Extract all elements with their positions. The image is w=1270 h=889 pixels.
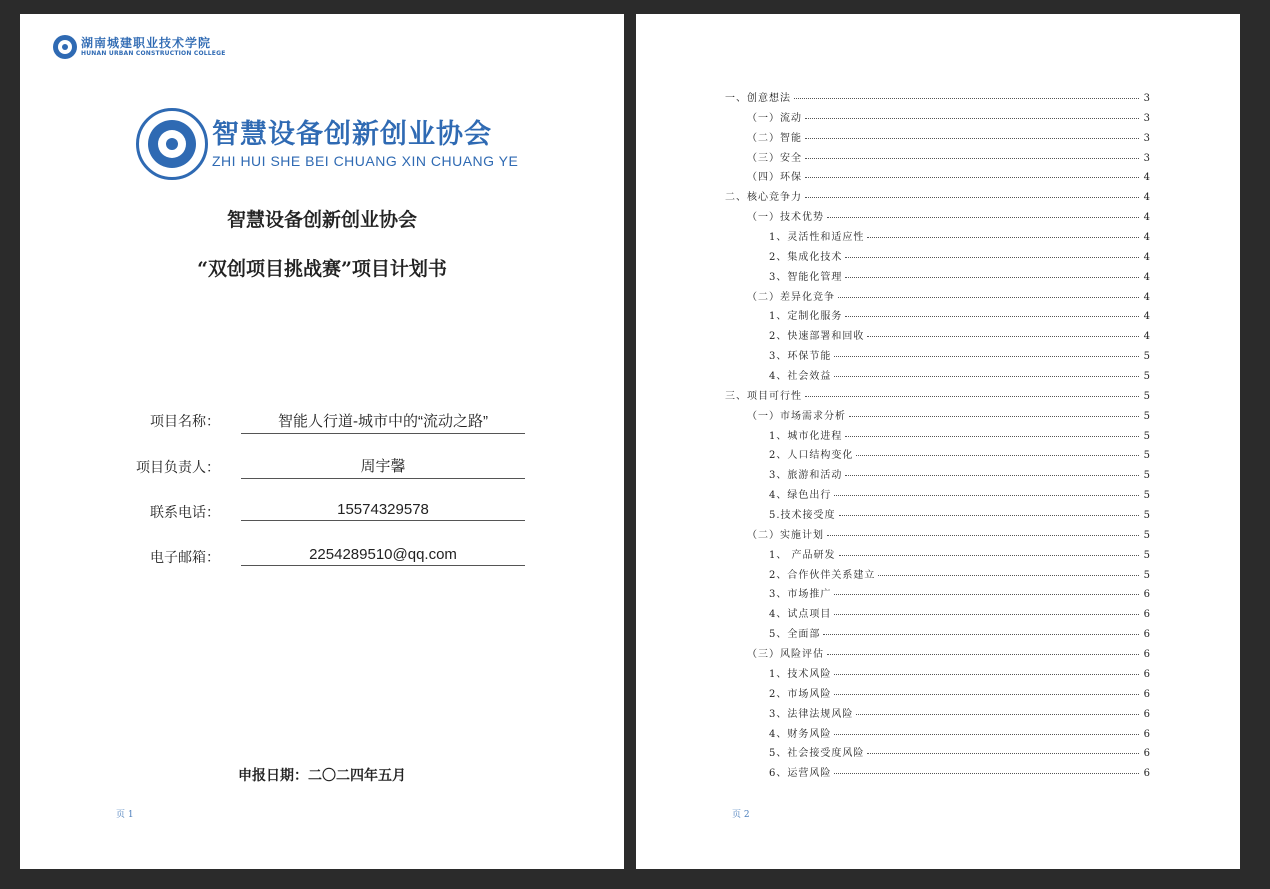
toc-entry-page: 5 bbox=[1143, 569, 1150, 581]
toc-entry[interactable] bbox=[725, 168, 1150, 188]
toc-entry[interactable] bbox=[725, 605, 1150, 625]
toc-leader-dots bbox=[834, 773, 1139, 774]
toc-entry[interactable] bbox=[725, 645, 1150, 665]
toc-entry-title: 二、核心竞争力 bbox=[725, 192, 802, 204]
toc-leader-dots bbox=[805, 118, 1139, 119]
toc-entry-title: 3、法律法规风险 bbox=[769, 708, 854, 720]
toc-leader-dots bbox=[834, 594, 1139, 595]
project-name-value: 智能人行道-城市中的“流动之路” bbox=[241, 410, 525, 434]
toc-leader-dots bbox=[834, 614, 1139, 615]
toc-entry-title: 1、定制化服务 bbox=[769, 311, 843, 323]
toc-leader-dots bbox=[834, 694, 1139, 695]
toc-leader-dots bbox=[805, 138, 1139, 139]
toc-entry-title: （四）环保 bbox=[747, 172, 802, 184]
document-page-1 bbox=[20, 14, 624, 869]
toc-entry[interactable] bbox=[725, 725, 1150, 745]
toc-entry-title: （二）实施计划 bbox=[747, 529, 824, 541]
school-emblem-icon bbox=[53, 35, 77, 59]
toc-entry[interactable] bbox=[725, 427, 1150, 447]
toc-entry-page: 5 bbox=[1143, 490, 1150, 502]
toc-entry-title: 3、环保节能 bbox=[769, 351, 832, 363]
toc-leader-dots bbox=[839, 555, 1139, 556]
toc-entry-title: （一）技术优势 bbox=[747, 212, 824, 224]
association-name-cn: 智慧设备创新创业协会 bbox=[212, 119, 492, 150]
toc-entry-page: 4 bbox=[1143, 311, 1150, 323]
phone-value: 15574329578 bbox=[241, 501, 525, 521]
toc-leader-dots bbox=[849, 416, 1139, 417]
toc-entry[interactable] bbox=[725, 307, 1150, 327]
page-number: 页 1 bbox=[116, 810, 134, 820]
toc-entry-page: 6 bbox=[1143, 589, 1150, 601]
toc-leader-dots bbox=[827, 654, 1139, 655]
toc-entry-page: 3 bbox=[1143, 152, 1150, 164]
toc-entry-title: （一）市场需求分析 bbox=[747, 410, 846, 422]
toc-entry-title: 2、市场风险 bbox=[769, 688, 832, 700]
table-of-contents bbox=[725, 89, 1150, 784]
toc-entry-title: 1、技术风险 bbox=[769, 668, 832, 680]
toc-entry-page: 3 bbox=[1143, 112, 1150, 124]
toc-entry-page: 4 bbox=[1143, 212, 1150, 224]
toc-entry-title: 三、项目可行性 bbox=[725, 390, 802, 402]
toc-leader-dots bbox=[834, 734, 1139, 735]
toc-entry-title: 4、财务风险 bbox=[769, 728, 832, 740]
toc-leader-dots bbox=[823, 634, 1139, 635]
toc-entry[interactable] bbox=[725, 248, 1150, 268]
toc-entry[interactable] bbox=[725, 625, 1150, 645]
toc-leader-dots bbox=[867, 336, 1139, 337]
toc-entry-page: 6 bbox=[1143, 668, 1150, 680]
school-logo bbox=[53, 35, 226, 59]
toc-entry-title: 3、智能化管理 bbox=[769, 271, 843, 283]
document-page-2 bbox=[636, 14, 1240, 869]
toc-entry[interactable] bbox=[725, 466, 1150, 486]
toc-entry[interactable] bbox=[725, 109, 1150, 129]
project-name-label: 项目名称： bbox=[150, 414, 220, 430]
toc-entry-title: 一、创意想法 bbox=[725, 93, 791, 104]
email-value: 2254289510@qq.com bbox=[241, 546, 525, 566]
toc-entry-page: 4 bbox=[1143, 271, 1150, 283]
toc-leader-dots bbox=[845, 316, 1139, 317]
document-title-line1: 智慧设备创新创业协会 bbox=[226, 209, 417, 231]
submit-date: 申报日期：二〇二四年五月 bbox=[238, 768, 406, 784]
project-lead-value: 周宇馨 bbox=[241, 455, 525, 479]
school-name-cn: 湖南城建职业技术学院 bbox=[81, 36, 212, 50]
toc-entry[interactable] bbox=[725, 585, 1150, 605]
toc-entry-title: （三）安全 bbox=[747, 152, 802, 164]
toc-leader-dots bbox=[867, 237, 1139, 238]
toc-entry-page: 6 bbox=[1143, 748, 1150, 760]
toc-entry[interactable] bbox=[725, 705, 1150, 725]
email-label: 电子邮箱： bbox=[150, 550, 220, 566]
toc-leader-dots bbox=[867, 753, 1139, 754]
toc-entry[interactable] bbox=[725, 149, 1150, 169]
toc-entry-title: （二）智能 bbox=[747, 132, 802, 144]
toc-entry[interactable] bbox=[725, 486, 1150, 506]
toc-leader-dots bbox=[827, 217, 1139, 218]
toc-entry-page: 5 bbox=[1143, 529, 1150, 541]
toc-entry-title: 2、快速部署和回收 bbox=[769, 331, 865, 343]
toc-entry-page: 4 bbox=[1143, 291, 1150, 303]
toc-leader-dots bbox=[839, 515, 1139, 516]
toc-leader-dots bbox=[805, 158, 1139, 159]
toc-entry-page: 5 bbox=[1143, 450, 1150, 462]
toc-leader-dots bbox=[845, 475, 1139, 476]
toc-entry[interactable] bbox=[725, 446, 1150, 466]
toc-entry[interactable] bbox=[725, 506, 1150, 526]
association-emblem-icon bbox=[136, 108, 208, 180]
toc-entry-page: 6 bbox=[1143, 768, 1150, 780]
toc-leader-dots bbox=[878, 575, 1139, 576]
toc-entry[interactable] bbox=[725, 367, 1150, 387]
toc-entry-page: 6 bbox=[1143, 708, 1150, 720]
toc-entry-title: 5、全面部 bbox=[769, 629, 821, 641]
toc-entry[interactable] bbox=[725, 268, 1150, 288]
toc-leader-dots bbox=[827, 535, 1139, 536]
toc-entry[interactable] bbox=[725, 129, 1150, 149]
toc-leader-dots bbox=[805, 197, 1139, 198]
toc-entry-title: 5、社会接受度风险 bbox=[769, 748, 865, 760]
toc-entry-title: 3、旅游和活动 bbox=[769, 470, 843, 482]
toc-entry[interactable] bbox=[725, 228, 1150, 248]
toc-leader-dots bbox=[794, 98, 1139, 99]
association-name-en: ZHI HUI SHE BEI CHUANG XIN CHUANG YE bbox=[212, 153, 519, 169]
toc-entry-title: 1、城市化进程 bbox=[769, 430, 843, 442]
page-number: 页 2 bbox=[732, 810, 750, 820]
toc-leader-dots bbox=[845, 257, 1139, 258]
toc-entry-title: 3、市场推广 bbox=[769, 589, 832, 601]
toc-entry-page: 5 bbox=[1143, 430, 1150, 442]
toc-entry-page: 5 bbox=[1143, 549, 1150, 561]
school-name-en: HUNAN URBAN CONSTRUCTION COLLEGE bbox=[81, 50, 226, 57]
toc-entry[interactable] bbox=[725, 89, 1150, 109]
toc-entry[interactable] bbox=[725, 188, 1150, 208]
toc-entry-title: （三）风险评估 bbox=[747, 649, 824, 661]
toc-leader-dots bbox=[845, 277, 1139, 278]
toc-entry-page: 5 bbox=[1143, 351, 1150, 363]
toc-entry[interactable] bbox=[725, 347, 1150, 367]
toc-entry-page: 5 bbox=[1143, 470, 1150, 482]
toc-leader-dots bbox=[856, 455, 1139, 456]
toc-leader-dots bbox=[845, 436, 1139, 437]
toc-entry-page: 3 bbox=[1143, 93, 1150, 104]
toc-entry[interactable] bbox=[725, 744, 1150, 764]
toc-entry[interactable] bbox=[725, 407, 1150, 427]
toc-entry-title: （二）差异化竞争 bbox=[747, 291, 835, 303]
toc-entry-page: 4 bbox=[1143, 251, 1150, 263]
phone-label: 联系电话： bbox=[150, 505, 220, 521]
toc-entry-page: 6 bbox=[1143, 649, 1150, 661]
toc-leader-dots bbox=[834, 356, 1139, 357]
toc-entry[interactable] bbox=[725, 764, 1150, 784]
toc-entry-page: 6 bbox=[1143, 629, 1150, 641]
toc-entry[interactable] bbox=[725, 387, 1150, 407]
toc-entry-page: 6 bbox=[1143, 688, 1150, 700]
toc-entry[interactable] bbox=[725, 526, 1150, 546]
toc-leader-dots bbox=[834, 674, 1139, 675]
toc-entry-page: 6 bbox=[1143, 609, 1150, 621]
toc-entry-title: 4、绿色出行 bbox=[769, 490, 832, 502]
toc-entry[interactable] bbox=[725, 327, 1150, 347]
toc-entry-page: 5 bbox=[1143, 410, 1150, 422]
toc-entry-page: 4 bbox=[1143, 232, 1150, 244]
toc-entry-page: 5 bbox=[1143, 390, 1150, 402]
document-title-line2: “双创项目挑战赛”项目计划书 bbox=[197, 258, 447, 280]
toc-entry-title: 5.技术接受度 bbox=[769, 510, 836, 522]
toc-entry[interactable] bbox=[725, 685, 1150, 705]
toc-leader-dots bbox=[805, 396, 1139, 397]
toc-entry[interactable] bbox=[725, 546, 1150, 566]
toc-entry-title: 2、集成化技术 bbox=[769, 251, 843, 263]
toc-leader-dots bbox=[834, 376, 1139, 377]
toc-entry-page: 3 bbox=[1143, 132, 1150, 144]
toc-entry-title: （一）流动 bbox=[747, 112, 802, 124]
toc-entry-title: 1、灵活性和适应性 bbox=[769, 232, 865, 244]
toc-entry-page: 5 bbox=[1143, 371, 1150, 383]
toc-entry-page: 4 bbox=[1143, 172, 1150, 184]
toc-leader-dots bbox=[856, 714, 1139, 715]
toc-entry-page: 4 bbox=[1143, 331, 1150, 343]
toc-entry-title: 4、社会效益 bbox=[769, 371, 832, 383]
toc-leader-dots bbox=[834, 495, 1139, 496]
toc-entry-title: 2、合作伙伴关系建立 bbox=[769, 569, 876, 581]
toc-entry-title: 2、人口结构变化 bbox=[769, 450, 854, 462]
toc-entry-page: 6 bbox=[1143, 728, 1150, 740]
toc-leader-dots bbox=[805, 177, 1139, 178]
toc-entry-page: 5 bbox=[1143, 510, 1150, 522]
toc-entry-page: 4 bbox=[1143, 192, 1150, 204]
toc-entry[interactable] bbox=[725, 566, 1150, 586]
toc-entry[interactable] bbox=[725, 208, 1150, 228]
toc-entry-title: 4、试点项目 bbox=[769, 609, 832, 621]
association-logo bbox=[136, 108, 518, 180]
toc-leader-dots bbox=[838, 297, 1139, 298]
toc-entry[interactable] bbox=[725, 665, 1150, 685]
project-lead-label: 项目负责人： bbox=[136, 460, 220, 476]
toc-entry-title: 1、 产品研发 bbox=[769, 549, 836, 561]
toc-entry-title: 6、运营风险 bbox=[769, 768, 832, 780]
toc-entry[interactable] bbox=[725, 288, 1150, 308]
